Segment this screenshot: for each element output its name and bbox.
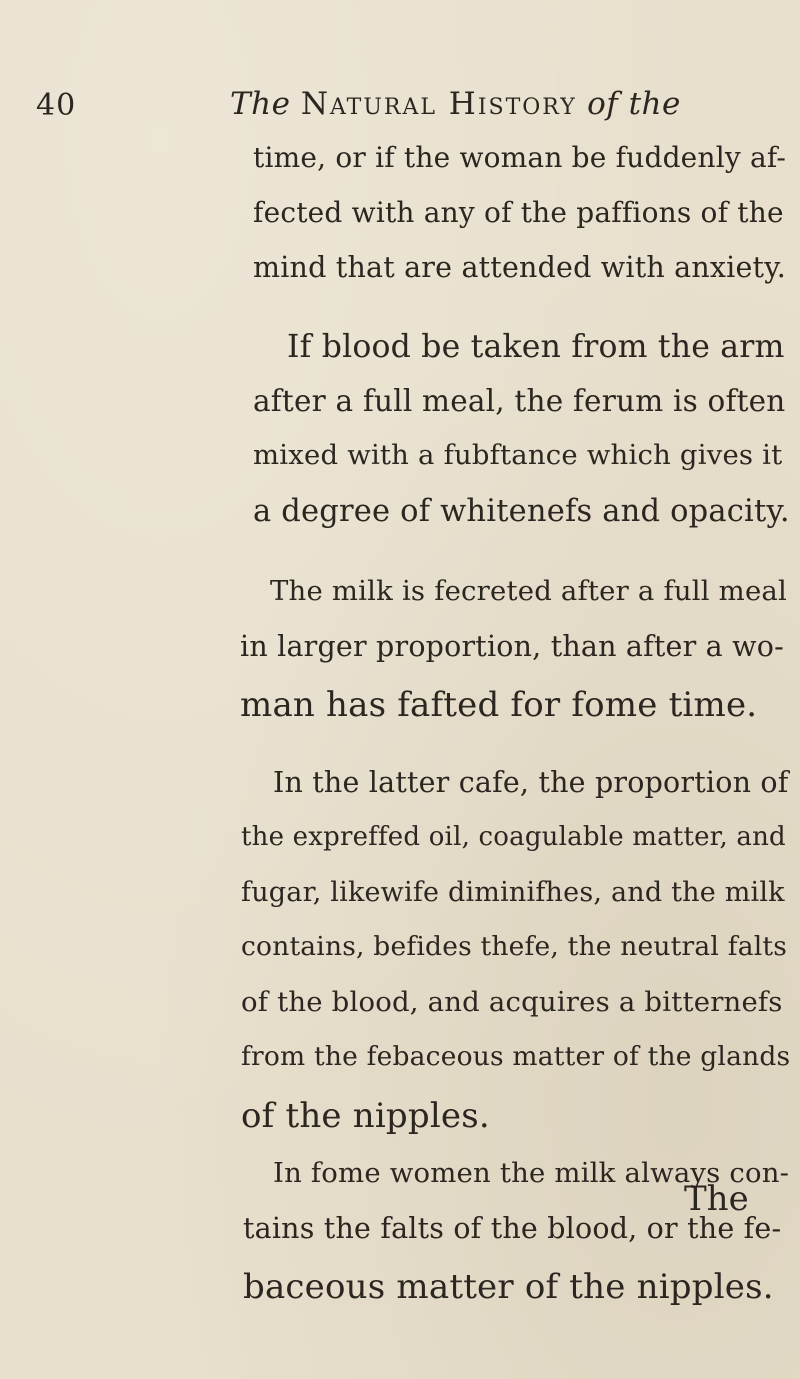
text-line: mixed with a fubftance which gives it (253, 439, 783, 471)
text-line: in larger proportion, than after a wo- (240, 630, 784, 663)
running-head-title: Natural History (300, 86, 577, 122)
text-line: time, or if the woman be fuddenly af- (253, 141, 787, 174)
running-head-prefix: The (230, 86, 291, 122)
text-line: after a full meal, the ferum is often (253, 384, 786, 418)
text-line: contains, befides thefe, the neutral falts (241, 931, 788, 962)
text-line: fugar, likewife diminifhes, and the milk (241, 877, 785, 908)
text-line: In the latter cafe, the proportion of (273, 766, 789, 799)
text-line: In fome women the milk always con- (273, 1157, 790, 1189)
text-line: The milk is fecreted after a full meal (270, 575, 788, 607)
text-line: the expreffed oil, coagulable matter, and (241, 822, 786, 852)
text-line: from the febaceous matter of the glands (241, 1041, 791, 1072)
text-line: mind that are attended with anxiety. (253, 251, 786, 284)
page-number: 40 (36, 88, 77, 123)
text-line: fected with any of the paffions of the (253, 196, 784, 229)
catchword: The (684, 1179, 749, 1219)
text-line: a degree of whitenefs and opacity. (253, 494, 790, 529)
running-head-suffix: of the (587, 86, 681, 122)
running-head (230, 86, 681, 122)
text-line: If blood be taken from the arm (287, 329, 785, 365)
text-line: of the blood, and acquires a bitternefs (241, 986, 783, 1018)
text-line: tains the falts of the blood, or the fe- (243, 1212, 782, 1245)
text-line: baceous matter of the nipples. (243, 1267, 774, 1307)
text-line: man has fafted for fome time. (240, 685, 758, 725)
text-line: of the nipples. (241, 1096, 490, 1136)
